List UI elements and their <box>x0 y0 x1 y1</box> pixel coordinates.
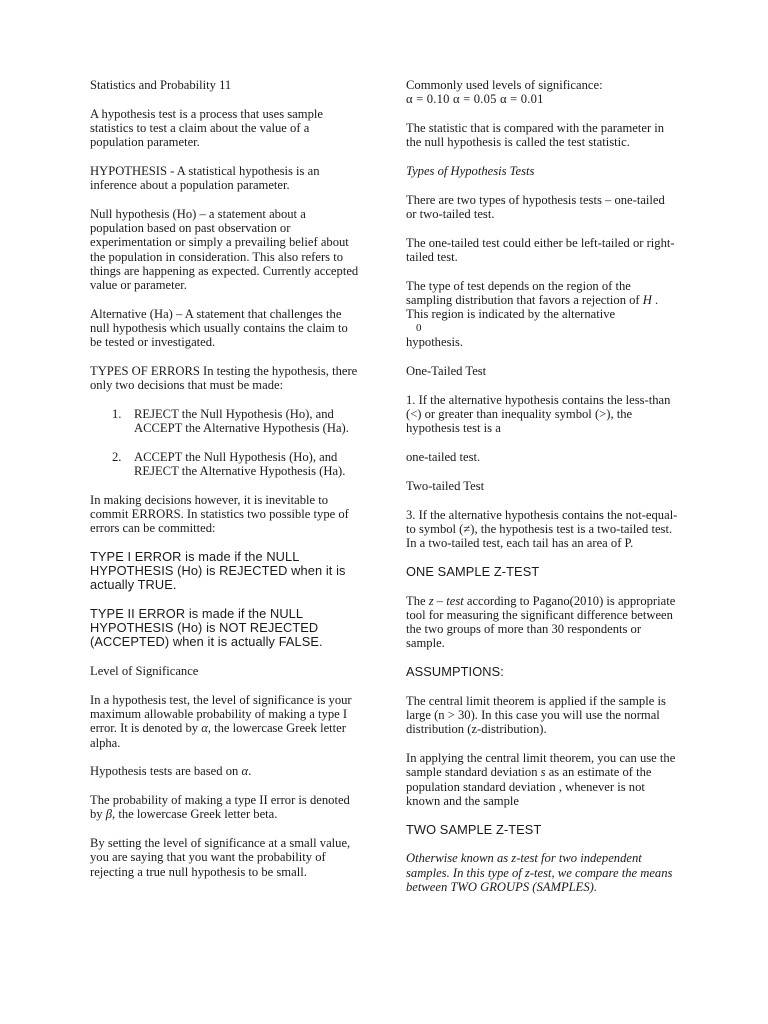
text-segment: , the lowercase Greek letter beta. <box>112 807 278 822</box>
paragraph-central-limit: The central limit theorem is applied if the sample is large (n > 30). In this case you will use the normal distribution (z-distribution). <box>406 694 666 737</box>
list-number: 1. <box>112 407 122 422</box>
paragraph-alternative-hypothesis: Alternative (Ha) – A statement that challenges the null hypothesis which usually contains the claim to be tested or investigated. <box>90 306 348 350</box>
paragraph-based-on-alpha <box>90 764 362 778</box>
heading-level-of-significance: Level of Significance <box>90 664 199 679</box>
list-text: REJECT the Null Hypothesis (Ho), and ACCEPT the Alternative Hypothesis (Ha). <box>134 407 349 436</box>
paragraph-type-2-error: TYPE II ERROR is made if the NULL HYPOTHESIS (Ho) is NOT REJECTED (ACCEPTED) when it is actually FALSE. <box>90 606 323 650</box>
paragraph-alpha-values: α = 0.10 α = 0.05 α = 0.01 <box>406 92 544 107</box>
paragraph-level-definition <box>90 693 362 750</box>
paragraph-rejection-region <box>406 279 678 350</box>
heading-two-sample-z-test: TWO SAMPLE Z-TEST <box>406 821 542 837</box>
text-segment: . This region is indicated by the alternative <box>406 293 659 322</box>
s-symbol: s <box>540 765 546 780</box>
alpha-symbol: α <box>201 721 208 736</box>
text-segment: The type of test depends on the region of the sampling distribution that favors a rejection of <box>406 278 643 307</box>
text-segment: Hypothesis tests are based on <box>90 764 242 779</box>
paragraph-common-levels: Commonly used levels of significance: <box>406 78 603 92</box>
paragraph-hypothesis: HYPOTHESIS - A statistical hypothesis is an inference about a population parameter. <box>90 164 320 193</box>
text-segment: according to Pagano(2010) is appropriate tool for measuring the significant difference between the two groups of more than 30 respondents or sample. <box>406 593 676 651</box>
beta-symbol: β <box>105 807 113 822</box>
z-test-term: z – test <box>428 593 464 608</box>
text-segment: The <box>406 593 429 608</box>
paragraph-decisions: In making decisions however, it is inevitable to commit ERRORS. In statistics two possible type of errors can be committed: <box>90 492 349 536</box>
paragraph-one-tailed-rule: 1. If the alternative hypothesis contains the less-than (<) or greater than inequality symbol (>), the hypothesis test is a <box>406 393 671 436</box>
heading-types-of-tests: Types of Hypothesis Tests <box>406 164 535 178</box>
subscript-zero: 0 <box>416 322 422 335</box>
decision-list <box>90 407 362 478</box>
paragraph-z-test <box>406 594 678 651</box>
text-segment: In applying the central limit theorem, you can use the sample standard deviation <box>406 751 676 780</box>
text-segment: as an estimate of the population standard deviation , whenever is not known and the sample <box>406 765 652 808</box>
paragraph-two-tailed-rule: 3. If the alternative hypothesis contains the not-equal-to symbol (≠), the hypothesis test is a two-tailed test. In a two-tailed test, each tail has an area of P. <box>406 507 678 551</box>
h-symbol: H <box>642 293 652 307</box>
alpha-symbol: α <box>241 764 249 779</box>
paragraph-one-tailed-test: one-tailed test. <box>406 450 481 465</box>
heading-two-tailed: Two-tailed Test <box>406 479 485 493</box>
paragraph-two-types: There are two types of hypothesis tests – one-tailed or two-tailed test. <box>406 192 665 221</box>
list-item <box>90 450 362 478</box>
paragraph-intro: A hypothesis test is a process that uses sample statistics to test a claim about the value of a population parameter. <box>90 106 323 150</box>
paragraph-types-of-errors: TYPES OF ERRORS In testing the hypothesis, there only two decisions that must be made: <box>90 364 358 393</box>
document-title: Statistics and Probability 11 <box>90 78 232 92</box>
list-number: 2. <box>112 449 122 464</box>
heading-one-sample-z-test: ONE SAMPLE Z-TEST <box>406 564 540 579</box>
paragraph-test-statistic: The statistic that is compared with the parameter in the null hypothesis is called the test statistic. <box>406 121 665 150</box>
text-segment: The probability of making a type II error is denoted by <box>90 793 350 822</box>
paragraph-type-2-probability <box>90 793 362 821</box>
text-segment: , the lowercase Greek letter alpha. <box>90 721 346 750</box>
list-text: ACCEPT the Null Hypothesis (Ho), and REJECT the Alternative Hypothesis (Ha). <box>134 449 346 478</box>
paragraph-null-hypothesis: Null hypothesis (Ho) – a statement about a population based on past observation or experimentation or simply a prevailing belief about the population in consideration. This also refers to things are happening as expected. Currently accepted value or parameter. <box>90 207 359 293</box>
text-segment: hypothesis. <box>406 335 464 350</box>
text-segment: In a hypothesis test, the level of significance is your maximum allowable probability of making a type I error. It is denoted by <box>90 693 352 736</box>
right-column <box>406 78 678 909</box>
heading-one-tailed: One-Tailed Test <box>406 364 487 379</box>
paragraph-two-sample-description: Otherwise known as z-test for two independent samples. In this type of z-test, we compare the means between TWO GROUPS (SAMPLES). <box>406 851 673 894</box>
paragraph-left-right-tailed: The one-tailed test could either be left-tailed or right-tailed test. <box>406 235 675 264</box>
list-item <box>90 407 362 435</box>
left-column <box>90 78 362 893</box>
heading-assumptions: ASSUMPTIONS: <box>406 664 504 680</box>
text-segment: . <box>248 764 252 779</box>
paragraph-apply-clt <box>406 751 678 808</box>
paragraph-setting-significance: By setting the level of significance at a small value, you are saying that you want the probability of rejecting a true null hypothesis to be small. <box>90 836 351 879</box>
paragraph-type-1-error: TYPE I ERROR is made if the NULL HYPOTHESIS (Ho) is REJECTED when it is actually TRUE. <box>90 548 346 593</box>
